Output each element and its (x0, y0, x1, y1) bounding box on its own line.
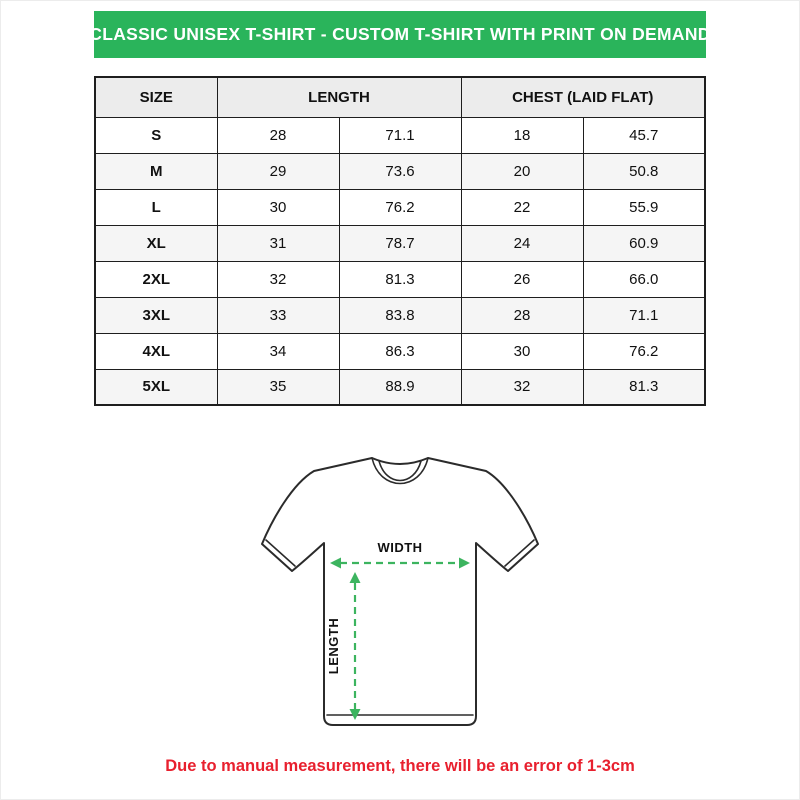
size-cell: S (95, 117, 217, 153)
length-cm-cell: 71.1 (339, 117, 461, 153)
chest-cm-cell: 66.0 (583, 261, 705, 297)
length-in-cell: 32 (217, 261, 339, 297)
header-chest: CHEST (LAID FLAT) (461, 77, 705, 117)
measurement-diagram (250, 444, 550, 741)
size-cell: 3XL (95, 297, 217, 333)
table-row (95, 153, 705, 189)
header-size: SIZE (95, 77, 217, 117)
length-in-cell: 33 (217, 297, 339, 333)
chest-cm-cell: 81.3 (583, 369, 705, 405)
length-cm-cell: 83.8 (339, 297, 461, 333)
tshirt-diagram-svg (250, 444, 550, 736)
table-row (95, 333, 705, 369)
chest-in-cell: 24 (461, 225, 583, 261)
length-cm-cell: 81.3 (339, 261, 461, 297)
length-cm-cell: 78.7 (339, 225, 461, 261)
table-row (95, 117, 705, 153)
chest-in-cell: 26 (461, 261, 583, 297)
table-row (95, 189, 705, 225)
length-in-cell: 35 (217, 369, 339, 405)
chest-in-cell: 20 (461, 153, 583, 189)
size-cell: L (95, 189, 217, 225)
chest-cm-cell: 76.2 (583, 333, 705, 369)
length-cm-cell: 76.2 (339, 189, 461, 225)
table-row (95, 369, 705, 405)
header-length: LENGTH (217, 77, 461, 117)
tshirt-outline (262, 458, 538, 725)
width-label: WIDTH (377, 540, 423, 555)
size-cell: M (95, 153, 217, 189)
length-label: LENGTH (326, 617, 341, 675)
chest-in-cell: 22 (461, 189, 583, 225)
table-row (95, 261, 705, 297)
chest-in-cell: 32 (461, 369, 583, 405)
length-in-cell: 29 (217, 153, 339, 189)
length-in-cell: 34 (217, 333, 339, 369)
length-in-cell: 31 (217, 225, 339, 261)
size-cell: 5XL (95, 369, 217, 405)
size-chart-table (94, 76, 706, 406)
size-cell: 2XL (95, 261, 217, 297)
length-cm-cell: 86.3 (339, 333, 461, 369)
chest-in-cell: 28 (461, 297, 583, 333)
table-row (95, 225, 705, 261)
chest-cm-cell: 50.8 (583, 153, 705, 189)
chest-cm-cell: 45.7 (583, 117, 705, 153)
length-in-cell: 28 (217, 117, 339, 153)
chest-in-cell: 30 (461, 333, 583, 369)
page-title: CLASSIC UNISEX T-SHIRT - CUSTOM T-SHIRT WITH PRINT ON DEMAND (89, 24, 711, 44)
measurement-error-note: Due to manual measurement, there will be an error of 1-3cm (165, 757, 635, 775)
chest-cm-cell: 55.9 (583, 189, 705, 225)
length-in-cell: 30 (217, 189, 339, 225)
chest-cm-cell: 71.1 (583, 297, 705, 333)
chest-cm-cell: 60.9 (583, 225, 705, 261)
table-row (95, 297, 705, 333)
size-cell: XL (95, 225, 217, 261)
chest-in-cell: 18 (461, 117, 583, 153)
length-cm-cell: 88.9 (339, 369, 461, 405)
table-header-row (95, 77, 705, 117)
title-banner (89, 11, 711, 58)
length-cm-cell: 73.6 (339, 153, 461, 189)
size-cell: 4XL (95, 333, 217, 369)
